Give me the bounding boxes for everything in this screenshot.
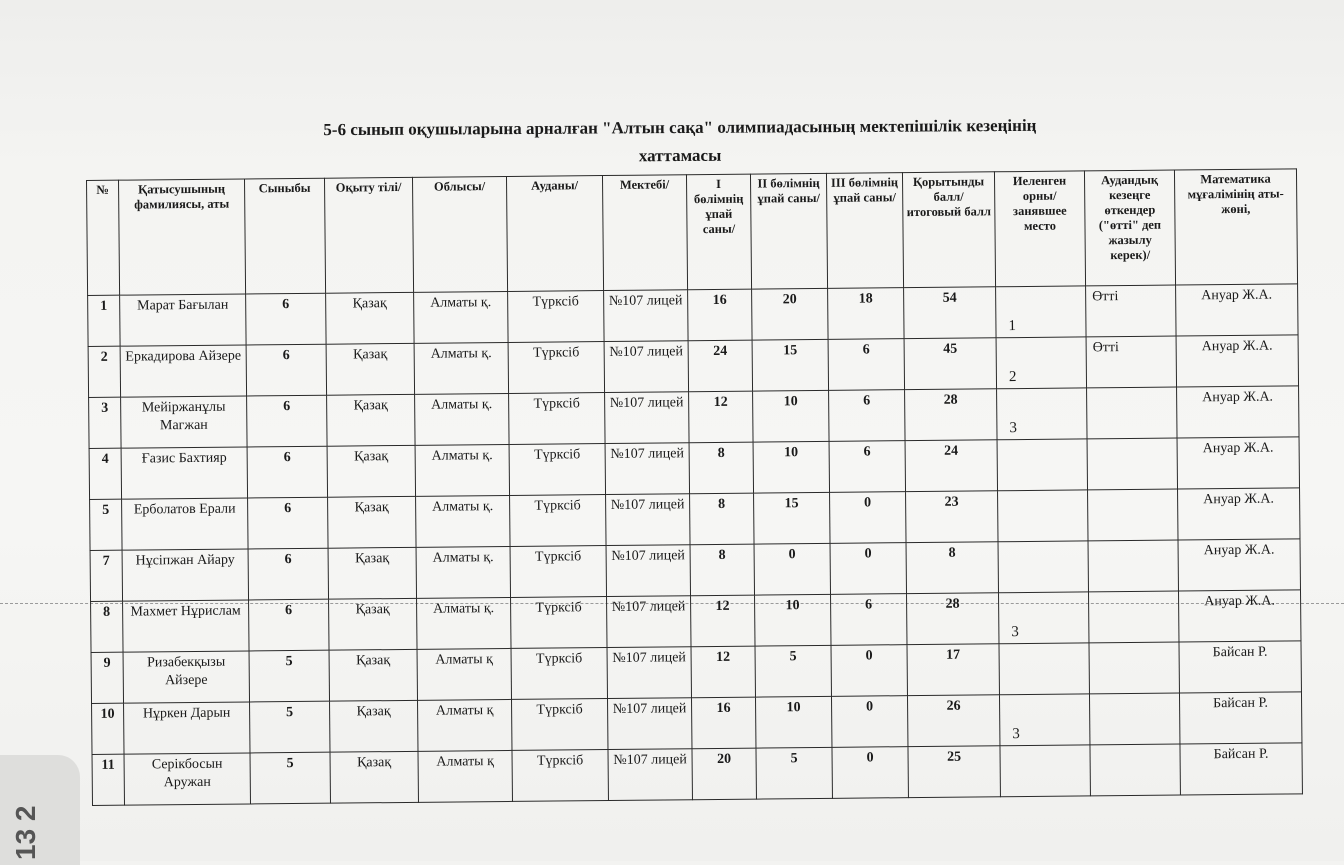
cell-name: Нұсіпжан Айару xyxy=(122,549,248,601)
cell-passed xyxy=(1089,591,1179,643)
cell-school: №107 лицей xyxy=(608,749,692,801)
cell-part3: 6 xyxy=(831,594,907,646)
cell-teacher: Ануар Ж.А. xyxy=(1177,386,1299,438)
cell-no: 4 xyxy=(89,448,121,499)
cell-no: 9 xyxy=(91,652,123,703)
cell-teacher: Ануар Ж.А. xyxy=(1178,539,1300,591)
header-cell-part3: III бөлімнің ұпай саны/ xyxy=(826,173,903,289)
cell-passed xyxy=(1087,438,1177,490)
cell-name: Ризабекқызы Айзере xyxy=(123,651,249,703)
header-cell-passed: Аудандық кезеңге өткендер ("өтті" деп жазылу керек)/ xyxy=(1084,170,1175,286)
cell-part3: 6 xyxy=(829,390,905,442)
header-cell-language: Оқыту тілі/ xyxy=(324,177,413,293)
cell-language: Қазақ xyxy=(326,292,414,344)
cell-place: 3 xyxy=(999,592,1089,644)
header-cell-total: Қорытынды балл/ итоговый балл xyxy=(902,172,995,288)
cell-passed xyxy=(1090,744,1180,796)
cell-no: 5 xyxy=(90,499,122,550)
cell-part3: 0 xyxy=(830,492,906,544)
cell-district: Түрксіб xyxy=(510,495,606,547)
cell-language: Қазақ xyxy=(330,700,418,752)
cell-school: №107 лицей xyxy=(606,545,690,597)
cell-district: Түрксіб xyxy=(510,546,606,598)
cell-passed xyxy=(1087,387,1177,439)
header-cell-no: № xyxy=(87,180,120,295)
cell-name: Мейіржанұлы Магжан xyxy=(121,396,247,448)
cell-grade: 6 xyxy=(248,548,328,600)
header-cell-region: Облысы/ xyxy=(412,176,507,292)
table-body xyxy=(88,284,1303,806)
table-row xyxy=(92,743,1302,806)
cell-part1: 12 xyxy=(689,391,753,443)
header-cell-district: Ауданы/ xyxy=(506,176,603,292)
cell-total: 8 xyxy=(906,542,998,594)
cell-part1: 12 xyxy=(691,595,755,647)
cell-language: Қазақ xyxy=(327,445,415,497)
cell-name: Марат Бағылан xyxy=(120,294,246,346)
cell-name: Ерболатов Ерали xyxy=(122,498,248,550)
header-cell-part2: II бөлімнің ұпай саны/ xyxy=(750,173,827,289)
cell-part1: 8 xyxy=(690,493,754,545)
cell-district: Түрксіб xyxy=(509,393,605,445)
cell-region: Алматы қ. xyxy=(415,393,509,445)
cell-no: 7 xyxy=(90,550,122,601)
cell-part1: 12 xyxy=(691,646,755,698)
cell-region: Алматы қ. xyxy=(415,444,509,496)
cell-school: №107 лицей xyxy=(608,698,692,750)
cell-part1: 8 xyxy=(690,544,754,596)
cell-part3: 0 xyxy=(830,543,906,595)
header-cell-part1: I бөлімнің ұпай саны/ xyxy=(686,174,751,290)
header-cell-grade: Сыныбы xyxy=(244,178,325,294)
cell-part2: 15 xyxy=(754,492,830,544)
cell-place xyxy=(998,541,1088,593)
cell-name: Махмет Нұрислам xyxy=(123,600,249,652)
cell-part2: 15 xyxy=(752,339,828,391)
cell-place: 3 xyxy=(999,694,1089,746)
cell-region: Алматы қ xyxy=(417,648,511,700)
cell-total: 28 xyxy=(907,593,999,645)
cell-total: 28 xyxy=(905,389,997,441)
cell-school: №107 лицей xyxy=(607,596,691,648)
cell-part3: 0 xyxy=(831,696,907,748)
cell-region: Алматы қ. xyxy=(414,342,508,394)
cell-no: 11 xyxy=(92,754,124,805)
cell-district: Түрксіб xyxy=(512,699,608,751)
cell-part2: 10 xyxy=(753,441,829,493)
table-header xyxy=(87,169,1298,296)
cell-part3: 0 xyxy=(832,747,908,799)
cell-part1: 16 xyxy=(688,289,752,341)
cell-no: 1 xyxy=(88,295,120,346)
cell-total: 54 xyxy=(904,287,996,339)
cell-place xyxy=(997,439,1087,491)
cell-teacher: Ануар Ж.А. xyxy=(1176,335,1298,387)
cell-region: Алматы қ. xyxy=(417,597,511,649)
results-table xyxy=(86,168,1303,806)
cell-part1: 20 xyxy=(692,748,756,800)
header-cell-teacher: Математика мұғалімінің аты-жөні, xyxy=(1174,169,1297,285)
cell-part3: 18 xyxy=(828,288,904,340)
cell-teacher: Ануар Ж.А. xyxy=(1177,437,1299,489)
cell-grade: 5 xyxy=(250,701,330,753)
cell-part1: 8 xyxy=(689,442,753,494)
cell-part1: 16 xyxy=(691,697,755,749)
cell-school: №107 лицей xyxy=(604,341,688,393)
cell-total: 23 xyxy=(906,491,998,543)
cell-language: Қазақ xyxy=(328,547,416,599)
cell-district: Түрксіб xyxy=(508,291,604,343)
cell-language: Қазақ xyxy=(327,394,415,446)
cell-total: 45 xyxy=(904,338,996,390)
cell-part2: 5 xyxy=(755,645,831,697)
cell-part2: 10 xyxy=(755,696,831,748)
document-title xyxy=(230,111,1130,172)
cell-teacher: Байсан Р. xyxy=(1180,743,1302,795)
cell-place: 2 xyxy=(996,337,1086,389)
cell-region: Алматы қ xyxy=(418,699,512,751)
title-line-1: 5-6 сынып оқушыларына арналған "Алтын сақа" олимпиадасының мектепішілік кезеңінің xyxy=(323,115,1037,140)
cell-language: Қазақ xyxy=(329,598,417,650)
cell-no: 8 xyxy=(91,601,123,652)
cell-school: №107 лицей xyxy=(607,647,691,699)
cell-school: №107 лицей xyxy=(605,392,689,444)
cell-no: 10 xyxy=(92,703,124,754)
cell-region: Алматы қ. xyxy=(414,291,508,343)
cell-place xyxy=(1000,745,1090,797)
cell-district: Түрксіб xyxy=(512,750,608,802)
cell-passed xyxy=(1089,642,1179,694)
cell-place xyxy=(998,490,1088,542)
cell-region: Алматы қ. xyxy=(416,546,510,598)
cell-teacher: Ануар Ж.А. xyxy=(1178,488,1300,540)
cell-place: 1 xyxy=(996,286,1086,338)
cell-name: Серікбосын Аружан xyxy=(124,753,250,805)
cell-grade: 6 xyxy=(246,293,326,345)
cell-passed: Өтті xyxy=(1086,336,1176,388)
cell-language: Қазақ xyxy=(326,343,414,395)
cell-part2: 10 xyxy=(753,390,829,442)
cell-total: 25 xyxy=(908,746,1000,798)
cell-region: Алматы қ xyxy=(418,750,512,802)
cell-teacher: Байсан Р. xyxy=(1179,641,1301,693)
cell-teacher: Байсан Р. xyxy=(1179,692,1301,744)
cell-grade: 6 xyxy=(247,446,327,498)
cell-grade: 6 xyxy=(249,599,329,651)
cell-passed xyxy=(1088,540,1178,592)
cell-no: 3 xyxy=(89,397,121,448)
header-cell-place: Иеленген орны/ занявшее место xyxy=(994,171,1085,287)
cell-part2: 0 xyxy=(754,543,830,595)
cell-teacher: Ануар Ж.А. xyxy=(1176,284,1298,336)
cell-place xyxy=(999,643,1089,695)
cell-part3: 6 xyxy=(829,441,905,493)
cell-part1: 24 xyxy=(688,340,752,392)
cell-no: 2 xyxy=(88,346,120,397)
cell-passed xyxy=(1088,489,1178,541)
cell-district: Түрксіб xyxy=(508,342,604,394)
cell-place: 3 xyxy=(997,388,1087,440)
header-row xyxy=(87,169,1298,296)
cell-school: №107 лицей xyxy=(605,443,689,495)
cell-part2: 5 xyxy=(756,747,832,799)
cell-grade: 6 xyxy=(246,344,326,396)
cell-region: Алматы қ. xyxy=(416,495,510,547)
title-line-2: хаттамасы xyxy=(638,145,722,166)
cell-language: Қазақ xyxy=(330,751,418,803)
cell-grade: 5 xyxy=(250,752,330,804)
cell-name: Ғазис Бахтияр xyxy=(121,447,247,499)
cell-total: 24 xyxy=(905,440,997,492)
cell-part2: 20 xyxy=(752,288,828,340)
cell-district: Түрксіб xyxy=(509,444,605,496)
cell-name: Нұркен Дарын xyxy=(124,702,250,754)
cell-district: Түрксіб xyxy=(511,648,607,700)
cell-part3: 0 xyxy=(831,645,907,697)
cell-language: Қазақ xyxy=(329,649,417,701)
cell-passed: Өтті xyxy=(1086,285,1176,337)
results-table-container xyxy=(86,168,1302,806)
cell-teacher: Ануар Ж.А. xyxy=(1178,590,1300,642)
cell-name: Еркадирова Айзере xyxy=(120,345,246,397)
cell-total: 26 xyxy=(907,695,999,747)
cell-part3: 6 xyxy=(828,339,904,391)
cell-grade: 5 xyxy=(249,650,329,702)
cell-district: Түрксіб xyxy=(511,597,607,649)
header-cell-school: Мектебі/ xyxy=(602,175,687,291)
cell-grade: 6 xyxy=(247,395,327,447)
cell-language: Қазақ xyxy=(328,496,416,548)
cell-school: №107 лицей xyxy=(606,494,690,546)
cell-school: №107 лицей xyxy=(604,290,688,342)
cell-passed xyxy=(1089,693,1179,745)
cell-grade: 6 xyxy=(248,497,328,549)
cell-part2: 10 xyxy=(755,594,831,646)
cell-total: 17 xyxy=(907,644,999,696)
header-cell-name: Қатысушының фамилиясы, аты xyxy=(119,179,246,295)
